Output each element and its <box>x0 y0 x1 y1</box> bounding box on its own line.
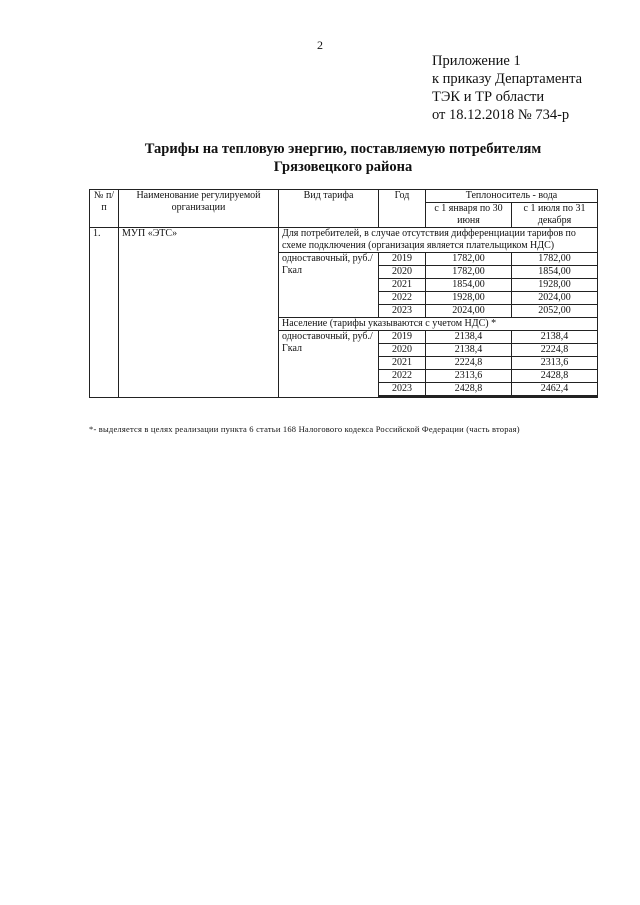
year-cell: 2020 <box>379 266 426 279</box>
document-title <box>0 140 640 176</box>
appendix-line: к приказу Департамента <box>432 71 583 87</box>
value-cell: 2052,00 <box>512 305 598 318</box>
appendix-line: ТЭК и ТР области <box>432 89 545 105</box>
year-cell: 2023 <box>379 305 426 318</box>
title-line: Грязовецкого района <box>273 159 413 175</box>
value-cell: 2313,6 <box>426 370 512 383</box>
appendix-block <box>432 52 582 124</box>
value-cell: 2462,4 <box>512 383 598 396</box>
empty-cell <box>426 397 512 398</box>
year-cell: 2021 <box>379 279 426 292</box>
row-num: 1. <box>90 228 119 398</box>
empty-cell <box>512 397 598 398</box>
title-line: Тарифы на тепловую энергию, поставляемую потребителям <box>144 141 542 157</box>
value-cell: 2313,6 <box>512 357 598 370</box>
year-cell: 2023 <box>379 383 426 396</box>
table-row <box>90 228 598 253</box>
value-cell: 1782,00 <box>426 266 512 279</box>
footnote: *- выделяется в целях реализации пункта 6 статьи 168 Налогового кодекса Российской Федерации (часть вторая) <box>89 424 520 434</box>
table-header-row <box>90 190 598 203</box>
value-cell: 2024,00 <box>426 305 512 318</box>
value-cell: 1854,00 <box>426 279 512 292</box>
tariff-type: одноставочный, руб./Гкал <box>279 331 379 398</box>
group-title: Для потребителей, в случае отсутствия дифференциации тарифов по схеме подключения (организация является плательщиком НДС) <box>279 228 598 253</box>
year-cell: 2021 <box>379 357 426 370</box>
empty-cell <box>379 397 426 398</box>
value-cell: 2138,4 <box>426 344 512 357</box>
page-number: 2 <box>317 38 323 52</box>
value-cell: 1782,00 <box>426 253 512 266</box>
value-cell: 1854,00 <box>512 266 598 279</box>
tariff-type: одноставочный, руб./Гкал <box>279 253 379 318</box>
value-cell: 2024,00 <box>512 292 598 305</box>
value-cell: 2224,8 <box>512 344 598 357</box>
header-org: Наименование регулируемой организации <box>119 190 279 228</box>
tariff-table <box>89 189 598 398</box>
value-cell: 2428,8 <box>512 370 598 383</box>
year-cell: 2019 <box>379 253 426 266</box>
value-cell: 2224,8 <box>426 357 512 370</box>
header-carrier: Теплоноситель - вода <box>426 190 598 203</box>
value-cell: 2138,4 <box>512 331 598 344</box>
year-cell: 2022 <box>379 292 426 305</box>
header-num: № п/п <box>90 190 119 228</box>
appendix-line: от 18.12.2018 № 734-р <box>432 107 570 123</box>
header-period-1: с 1 января по 30 июня <box>426 203 512 228</box>
value-cell: 2428,8 <box>426 383 512 396</box>
value-cell: 1928,00 <box>512 279 598 292</box>
appendix-line: Приложение 1 <box>432 53 521 69</box>
year-cell: 2020 <box>379 344 426 357</box>
header-period-2: с 1 июля по 31 декабря <box>512 203 598 228</box>
group-title: Население (тарифы указываются с учетом НДС) * <box>279 318 598 331</box>
year-cell: 2022 <box>379 370 426 383</box>
row-org: МУП «ЭТС» <box>119 228 279 398</box>
year-cell: 2019 <box>379 331 426 344</box>
value-cell: 1782,00 <box>512 253 598 266</box>
header-year: Год <box>379 190 426 228</box>
value-cell: 1928,00 <box>426 292 512 305</box>
header-type: Вид тарифа <box>279 190 379 228</box>
value-cell: 2138,4 <box>426 331 512 344</box>
